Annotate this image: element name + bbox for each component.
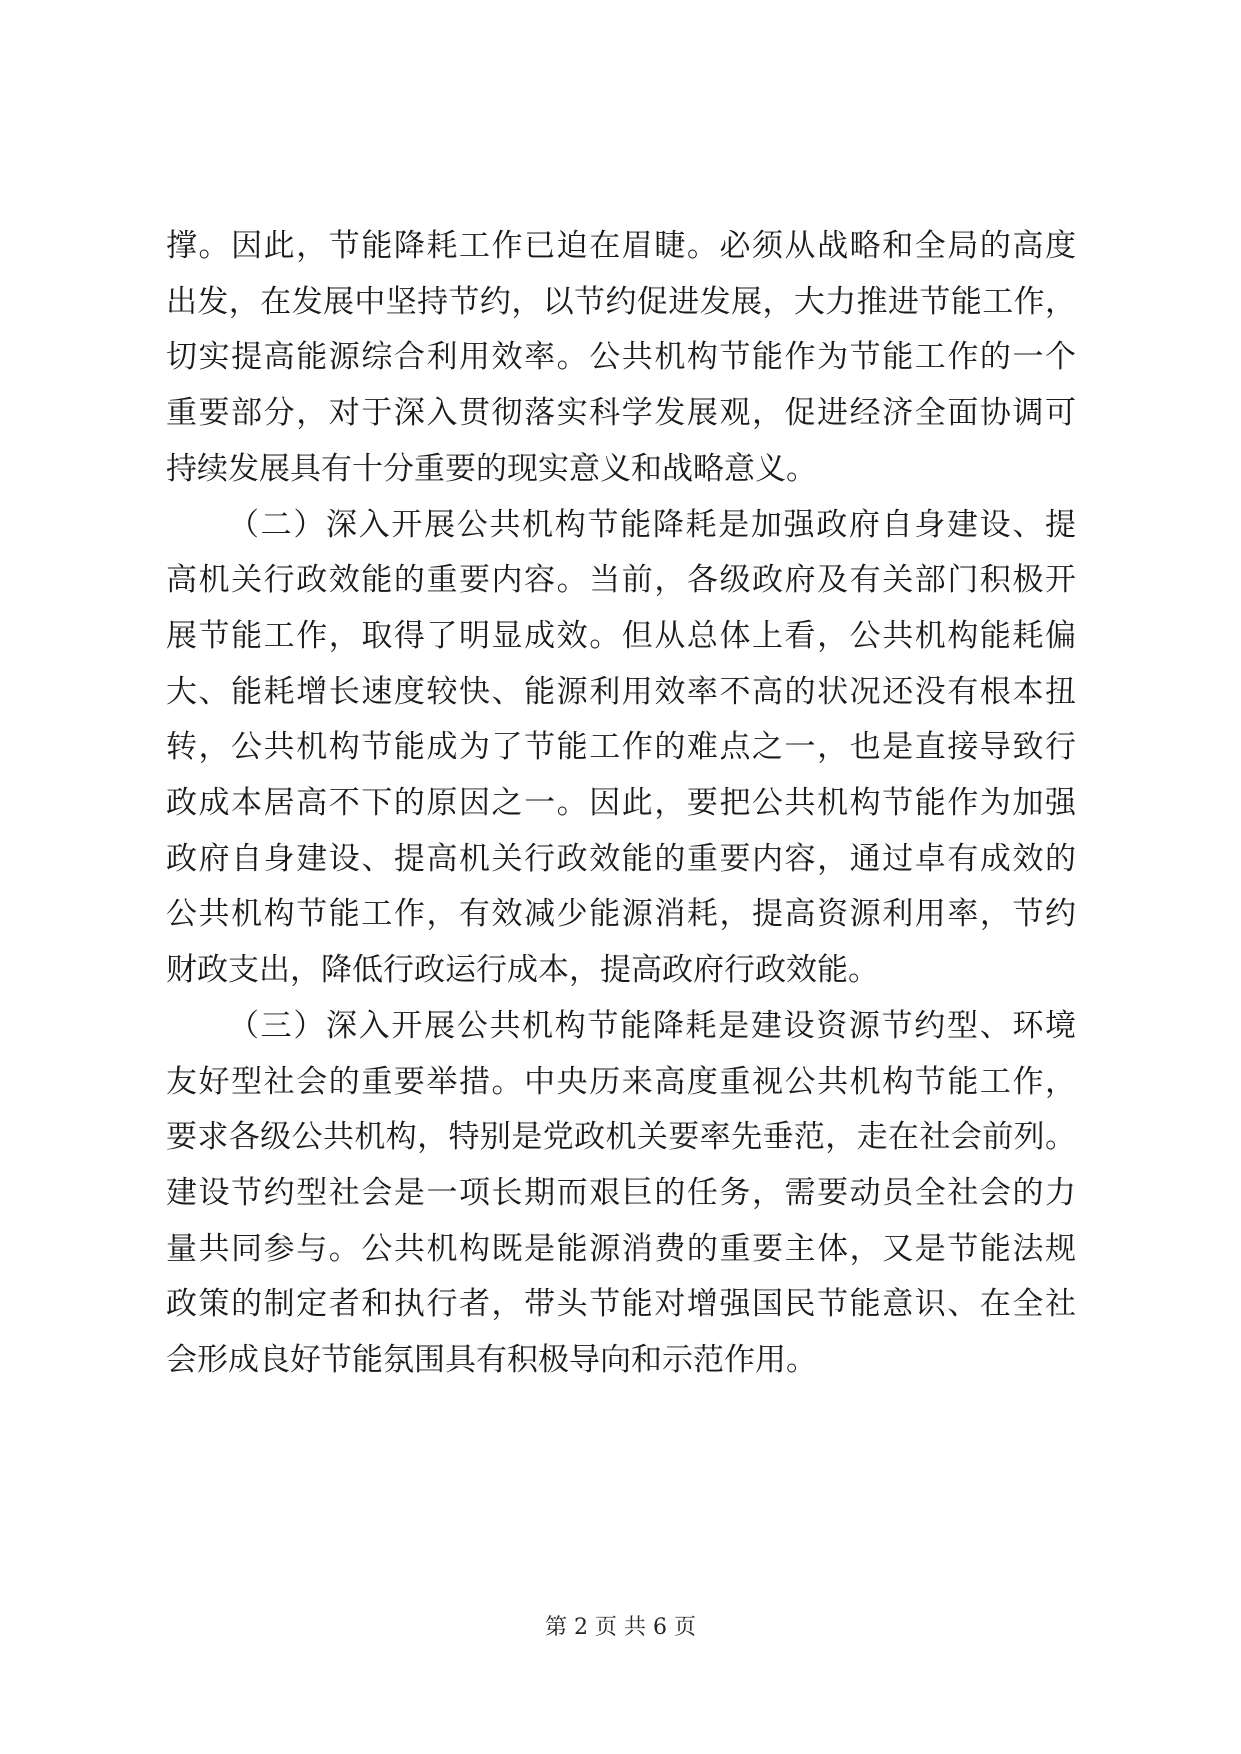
text-line: 要求各级公共机构，特别是党政机关要率先垂范，走在社会前列。 xyxy=(166,1119,1076,1155)
text-line: 大、能耗增长速度较快、能源利用效率不高的状况还没有根本扭 xyxy=(166,674,1076,710)
text-line: 财政支出，降低行政运行成本，提高政府行政效能。 xyxy=(166,952,879,988)
text-line: 重要部分，对于深入贯彻落实科学发展观，促进经济全面协调可 xyxy=(166,395,1076,431)
text-line: 量共同参与。公共机构既是能源消费的重要主体，又是节能法规 xyxy=(166,1231,1076,1267)
text-line: 切实提高能源综合利用效率。公共机构节能作为节能工作的一个 xyxy=(166,339,1076,375)
text-line: 政成本居高不下的原因之一。因此，要把公共机构节能作为加强 xyxy=(166,785,1076,821)
text-line: 会形成良好节能氛围具有积极导向和示范作用。 xyxy=(166,1342,817,1378)
text-line: 撑。因此，节能降耗工作已迫在眉睫。必须从战略和全局的高度 xyxy=(166,228,1076,264)
text-line: 友好型社会的重要举措。中央历来高度重视公共机构节能工作， xyxy=(166,1064,1076,1100)
text-line: 建设节约型社会是一项长期而艰巨的任务，需要动员全社会的力 xyxy=(166,1175,1076,1211)
text-line: 高机关行政效能的重要内容。当前，各级政府及有关部门积极开 xyxy=(166,562,1076,598)
text-line: 出发，在发展中坚持节约，以节约促进发展，大力推进节能工作， xyxy=(166,284,1076,320)
text-line: （二）深入开展公共机构节能降耗是加强政府自身建设、提 xyxy=(228,507,1076,543)
text-line: 公共机构节能工作，有效减少能源消耗，提高资源利用率，节约 xyxy=(166,896,1076,932)
text-line: 持续发展具有十分重要的现实意义和战略意义。 xyxy=(166,451,817,487)
text-line: 转，公共机构节能成为了节能工作的难点之一，也是直接导致行 xyxy=(166,729,1076,765)
text-line: 展节能工作，取得了明显成效。但从总体上看，公共机构能耗偏 xyxy=(166,618,1076,654)
text-line: 政策的制定者和执行者，带头节能对增强国民节能意识、在全社 xyxy=(166,1286,1076,1322)
text-line: 政府自身建设、提高机关行政效能的重要内容，通过卓有成效的 xyxy=(166,841,1076,877)
text-line: （三）深入开展公共机构节能降耗是建设资源节约型、环境 xyxy=(228,1008,1076,1044)
page-footer: 第 2 页 共 6 页 xyxy=(545,1615,696,1640)
